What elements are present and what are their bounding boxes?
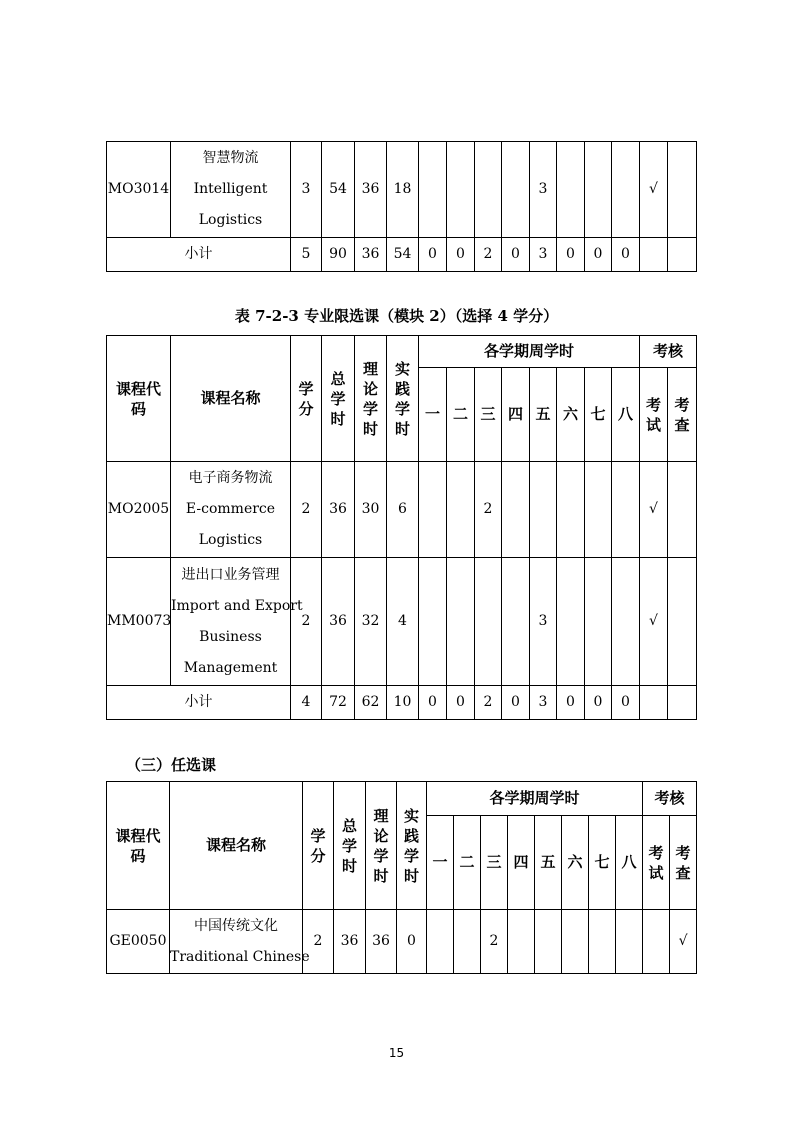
semester-7-cell bbox=[585, 558, 612, 686]
check-cell bbox=[668, 462, 697, 558]
semester-2-cell bbox=[454, 910, 481, 974]
semester-5-cell: 3 bbox=[530, 142, 557, 238]
header-practice-hours: 实 践 学 时 bbox=[397, 782, 427, 910]
subtotal-row bbox=[107, 238, 697, 272]
semester-5-cell: 3 bbox=[530, 558, 557, 686]
semester-5-cell bbox=[530, 462, 557, 558]
course-table-module-2 bbox=[106, 335, 697, 720]
semester-3-cell bbox=[475, 142, 502, 238]
header-semester-7: 七 bbox=[589, 816, 616, 910]
header-semester-4: 四 bbox=[502, 368, 530, 462]
header-theory-hours: 理 论 学 时 bbox=[355, 336, 387, 462]
subtotal-semester-4: 0 bbox=[502, 686, 530, 720]
semester-4-cell bbox=[502, 142, 530, 238]
theory-hours-cell: 30 bbox=[355, 462, 387, 558]
course-table-module-1-continued bbox=[106, 141, 697, 272]
header-assessment-group: 考核 bbox=[643, 782, 697, 816]
semester-4-cell bbox=[508, 910, 535, 974]
table-row bbox=[107, 558, 697, 686]
header-course-name: 课程名称 bbox=[170, 782, 303, 910]
semester-8-cell bbox=[616, 910, 643, 974]
subtotal-semester-7: 0 bbox=[585, 238, 612, 272]
subtotal-check bbox=[668, 238, 697, 272]
total-hours-cell: 36 bbox=[322, 558, 355, 686]
semester-2-cell bbox=[447, 142, 475, 238]
practice-hours-cell: 6 bbox=[387, 462, 419, 558]
table-row bbox=[107, 910, 697, 974]
exam-cell bbox=[643, 910, 670, 974]
semester-8-cell bbox=[612, 142, 640, 238]
header-semester-8: 八 bbox=[616, 816, 643, 910]
header-credit: 学 分 bbox=[303, 782, 334, 910]
table-row bbox=[107, 142, 697, 238]
subtotal-semester-5: 3 bbox=[530, 238, 557, 272]
header-exam: 考 试 bbox=[640, 368, 668, 462]
theory-hours-cell: 32 bbox=[355, 558, 387, 686]
subtotal-credit: 5 bbox=[291, 238, 322, 272]
header-semester-6: 六 bbox=[562, 816, 589, 910]
section-heading: （三）任选课 bbox=[126, 756, 217, 774]
semester-2-cell bbox=[447, 462, 475, 558]
header-check: 考 查 bbox=[668, 368, 697, 462]
check-cell bbox=[668, 142, 697, 238]
header-semester-2: 二 bbox=[447, 368, 475, 462]
header-semester-5: 五 bbox=[530, 368, 557, 462]
subtotal-semester-3: 2 bbox=[475, 238, 502, 272]
header-course-code: 课程代 码 bbox=[107, 336, 171, 462]
semester-4-cell bbox=[502, 462, 530, 558]
header-credit: 学 分 bbox=[291, 336, 322, 462]
semester-1-cell bbox=[419, 142, 447, 238]
semester-3-cell: 2 bbox=[481, 910, 508, 974]
subtotal-semester-1: 0 bbox=[419, 238, 447, 272]
subtotal-semester-8: 0 bbox=[612, 238, 640, 272]
header-semester-3: 三 bbox=[481, 816, 508, 910]
credit-cell: 2 bbox=[303, 910, 334, 974]
subtotal-semester-7: 0 bbox=[585, 686, 612, 720]
header-total-hours: 总 学 时 bbox=[322, 336, 355, 462]
semester-7-cell bbox=[589, 910, 616, 974]
semester-8-cell bbox=[612, 462, 640, 558]
semester-4-cell bbox=[502, 558, 530, 686]
subtotal-check bbox=[668, 686, 697, 720]
header-practice-hours: 实 践 学 时 bbox=[387, 336, 419, 462]
semester-6-cell bbox=[557, 142, 585, 238]
header-total-hours: 总 学 时 bbox=[334, 782, 366, 910]
header-semester-group: 各学期周学时 bbox=[419, 336, 640, 368]
subtotal-theory-hours: 36 bbox=[355, 238, 387, 272]
course-name: 进出口业务管理 Import and Export Business Management bbox=[171, 558, 291, 686]
subtotal-semester-3: 2 bbox=[475, 686, 502, 720]
total-hours-cell: 54 bbox=[322, 142, 355, 238]
subtotal-total-hours: 72 bbox=[322, 686, 355, 720]
semester-5-cell bbox=[535, 910, 562, 974]
semester-7-cell bbox=[585, 462, 612, 558]
subtotal-total-hours: 90 bbox=[322, 238, 355, 272]
subtotal-label: 小计 bbox=[107, 686, 291, 720]
semester-3-cell: 2 bbox=[475, 462, 502, 558]
subtotal-semester-2: 0 bbox=[447, 238, 475, 272]
subtotal-exam bbox=[640, 238, 668, 272]
page-number: 15 bbox=[388, 1046, 405, 1060]
header-semester-7: 七 bbox=[585, 368, 612, 462]
credit-cell: 2 bbox=[291, 462, 322, 558]
course-table-electives bbox=[106, 781, 697, 974]
table-row bbox=[107, 462, 697, 558]
course-code: MO2005 bbox=[107, 462, 171, 558]
header-row bbox=[107, 782, 697, 816]
subtotal-semester-5: 3 bbox=[530, 686, 557, 720]
subtotal-exam bbox=[640, 686, 668, 720]
header-theory-hours: 理 论 学 时 bbox=[366, 782, 397, 910]
semester-1-cell bbox=[427, 910, 454, 974]
course-name: 电子商务物流 E-commerce Logistics bbox=[171, 462, 291, 558]
semester-6-cell bbox=[562, 910, 589, 974]
table-caption: 表 7-2-3 专业限选课（模块 2）（选择 4 学分） bbox=[234, 307, 559, 325]
semester-6-cell bbox=[557, 558, 585, 686]
header-semester-3: 三 bbox=[475, 368, 502, 462]
exam-cell: √ bbox=[640, 558, 668, 686]
subtotal-credit: 4 bbox=[291, 686, 322, 720]
practice-hours-cell: 0 bbox=[397, 910, 427, 974]
semester-1-cell bbox=[419, 462, 447, 558]
header-semester-1: 一 bbox=[427, 816, 454, 910]
header-course-code: 课程代 码 bbox=[107, 782, 170, 910]
header-row bbox=[107, 336, 697, 368]
semester-3-cell bbox=[475, 558, 502, 686]
subtotal-semester-6: 0 bbox=[557, 686, 585, 720]
practice-hours-cell: 4 bbox=[387, 558, 419, 686]
header-semester-4: 四 bbox=[508, 816, 535, 910]
semester-8-cell bbox=[612, 558, 640, 686]
subtotal-semester-1: 0 bbox=[419, 686, 447, 720]
course-name: 中国传统文化 Traditional Chinese bbox=[170, 910, 303, 974]
header-semester-1: 一 bbox=[419, 368, 447, 462]
header-course-name: 课程名称 bbox=[171, 336, 291, 462]
subtotal-semester-6: 0 bbox=[557, 238, 585, 272]
credit-cell: 3 bbox=[291, 142, 322, 238]
theory-hours-cell: 36 bbox=[366, 910, 397, 974]
exam-cell: √ bbox=[640, 142, 668, 238]
semester-7-cell bbox=[585, 142, 612, 238]
subtotal-label: 小计 bbox=[107, 238, 291, 272]
credit-cell: 2 bbox=[291, 558, 322, 686]
subtotal-theory-hours: 62 bbox=[355, 686, 387, 720]
header-check: 考 查 bbox=[670, 816, 697, 910]
course-code: MO3014 bbox=[107, 142, 171, 238]
theory-hours-cell: 36 bbox=[355, 142, 387, 238]
course-code: GE0050 bbox=[107, 910, 170, 974]
subtotal-semester-4: 0 bbox=[502, 238, 530, 272]
course-code: MM0073 bbox=[107, 558, 171, 686]
course-name: 智慧物流 Intelligent Logistics bbox=[171, 142, 291, 238]
subtotal-row bbox=[107, 686, 697, 720]
header-semester-8: 八 bbox=[612, 368, 640, 462]
exam-cell: √ bbox=[640, 462, 668, 558]
check-cell bbox=[668, 558, 697, 686]
total-hours-cell: 36 bbox=[322, 462, 355, 558]
check-cell: √ bbox=[670, 910, 697, 974]
header-semester-5: 五 bbox=[535, 816, 562, 910]
subtotal-practice-hours: 10 bbox=[387, 686, 419, 720]
subtotal-practice-hours: 54 bbox=[387, 238, 419, 272]
header-semester-6: 六 bbox=[557, 368, 585, 462]
header-assessment-group: 考核 bbox=[640, 336, 697, 368]
header-semester-group: 各学期周学时 bbox=[427, 782, 643, 816]
semester-1-cell bbox=[419, 558, 447, 686]
subtotal-semester-8: 0 bbox=[612, 686, 640, 720]
header-semester-2: 二 bbox=[454, 816, 481, 910]
semester-2-cell bbox=[447, 558, 475, 686]
subtotal-semester-2: 0 bbox=[447, 686, 475, 720]
semester-6-cell bbox=[557, 462, 585, 558]
practice-hours-cell: 18 bbox=[387, 142, 419, 238]
header-exam: 考 试 bbox=[643, 816, 670, 910]
total-hours-cell: 36 bbox=[334, 910, 366, 974]
